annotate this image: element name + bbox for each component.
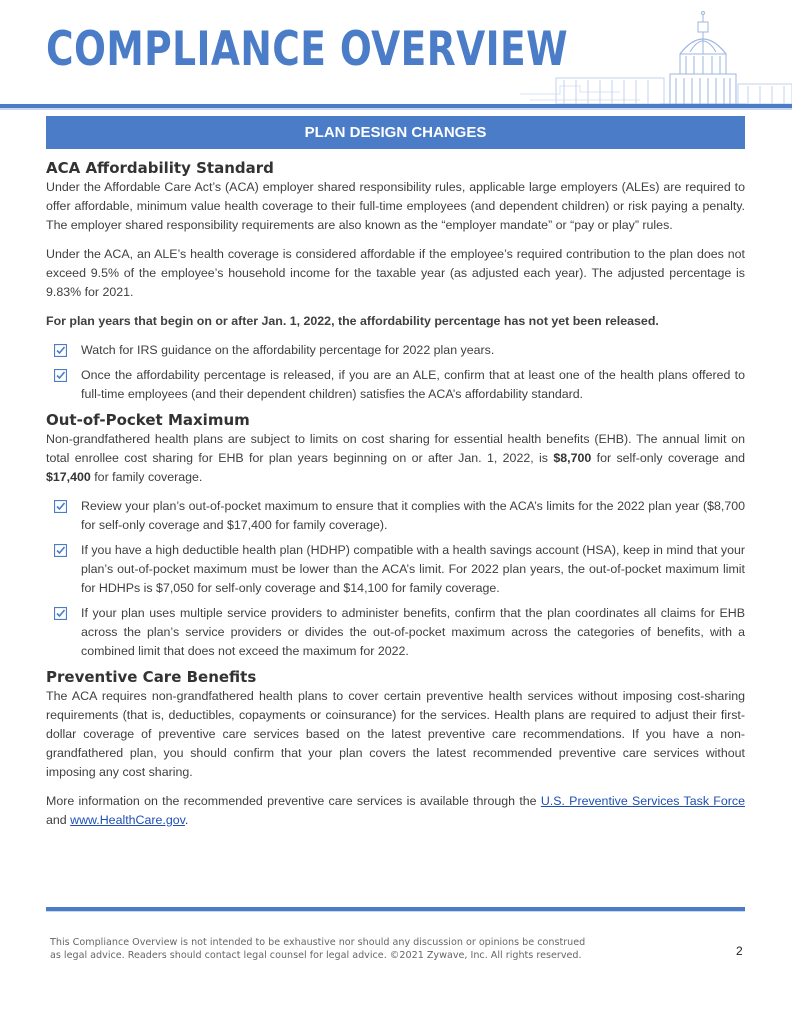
list-item-text: Review your plan’s out-of-pocket maximum to ensure that it complies with the ACA’s limits for the 2022 plan year ($8,700 for self-only coverage and $17,400 for family coverage).	[81, 499, 745, 532]
affordability-paragraph-2: Under the ACA, an ALE’s health coverage is considered affordable if the employee’s required contribution to the plan does not exceed 9.5% of the employee’s household income for the taxable year (as adjusted each year). The adjusted percentage is 9.83% for 2021.	[46, 247, 745, 299]
list-item-text: If your plan uses multiple service providers to administer benefits, confirm that the plan coordinates all claims for EHB across the plan’s service providers or divides the out-of-pocket maximum across the categories of benefits, with a combined limit that does not exceed the maximum for 2022.	[81, 606, 745, 658]
affordability-heading: ACA Affordability Standard	[46, 159, 274, 177]
section-banner: PLAN DESIGN CHANGES	[46, 116, 745, 149]
checked-box-icon	[54, 369, 67, 382]
list-item	[46, 541, 745, 598]
checked-box-icon	[54, 344, 67, 357]
disclaimer-line-1: This Compliance Overview is not intended to be exhaustive nor should any discussion or opinions be construed	[50, 937, 586, 948]
page-header	[0, 0, 792, 112]
preventive-paragraph-2: More information on the recommended preventive care services is available through the U.S. Preventive Services Task Force and www.HealthCare.gov.	[46, 794, 745, 827]
oop-paragraph-1: Non-grandfathered health plans are subject to limits on cost sharing for essential health benefits (EHB). The annual limit on total enrollee cost sharing for EHB for plan years beginning on or after Jan. 1, 2022, is $8,700 for self-only coverage and $17,400 for family coverage.	[46, 432, 745, 484]
preventive-paragraph-1: The ACA requires non-grandfathered health plans to cover certain preventive health services without imposing cost-sharing requirements (that is, deductibles, copayments or coinsurance) for the services. Health plans are required to adjust their first-dollar coverage of preventive care services based on the latest preventive care recommendations. If you have a non-grandfathered plan, you should confirm that your plan covers the latest recommended preventive care services without imposing any cost sharing.	[46, 689, 745, 779]
main-content	[46, 158, 745, 840]
checked-box-icon	[54, 607, 67, 620]
header-divider-accent	[0, 108, 792, 110]
family-limit: $17,400	[46, 470, 91, 484]
checked-box-icon	[54, 500, 67, 513]
page-title: COMPLIANCE OVERVIEW	[46, 22, 568, 77]
list-item-text: Watch for IRS guidance on the affordability percentage for 2022 plan years.	[81, 343, 495, 357]
self-only-limit: $8,700	[553, 451, 592, 465]
checked-box-icon	[54, 544, 67, 557]
footer-divider-accent	[46, 911, 745, 912]
list-item	[46, 497, 745, 535]
capitol-building-icon	[520, 8, 792, 108]
affordability-paragraph-3: For plan years that begin on or after Jan. 1, 2022, the affordability percentage has not yet been released.	[46, 314, 659, 328]
footer-disclaimer	[50, 936, 650, 962]
preventive-heading: Preventive Care Benefits	[46, 668, 257, 686]
uspstf-link[interactable]: U.S. Preventive Services Task Force	[540, 794, 745, 808]
disclaimer-line-2: as legal advice. Readers should contact legal counsel for legal advice. ©2021 Zywave, Inc. All rights reserved.	[50, 950, 582, 961]
affordability-paragraph-1: Under the Affordable Care Act’s (ACA) employer shared responsibility rules, applicable large employers (ALEs) are required to offer affordable, minimum value health coverage to their full-time employees (and dependent children) or risk paying a penalty. The employer shared responsibility requirements are also known as the “employer mandate” or “pay or play” rules.	[46, 180, 745, 232]
healthcare-gov-link[interactable]: www.HealthCare.gov	[70, 813, 185, 827]
page-number: 2	[736, 944, 743, 958]
list-item	[46, 604, 745, 661]
list-item-text: If you have a high deductible health plan (HDHP) compatible with a health savings account (HSA), keep in mind that your plan’s out-of-pocket maximum must be lower than the ACA’s limit. For 2022 plan years, the out-of-pocket maximum limit for HDHPs is $7,050 for self-only coverage and $14,100 for family coverage.	[81, 543, 745, 595]
list-item-text: Once the affordability percentage is released, if you are an ALE, confirm that at least one of the health plans offered to full-time employees (and their dependent children) satisfies the ACA’s affordability standard.	[81, 368, 745, 401]
affordability-checklist	[46, 341, 745, 404]
oop-checklist	[46, 497, 745, 661]
list-item	[46, 366, 745, 404]
list-item	[46, 341, 745, 360]
oop-heading: Out-of-Pocket Maximum	[46, 411, 250, 429]
